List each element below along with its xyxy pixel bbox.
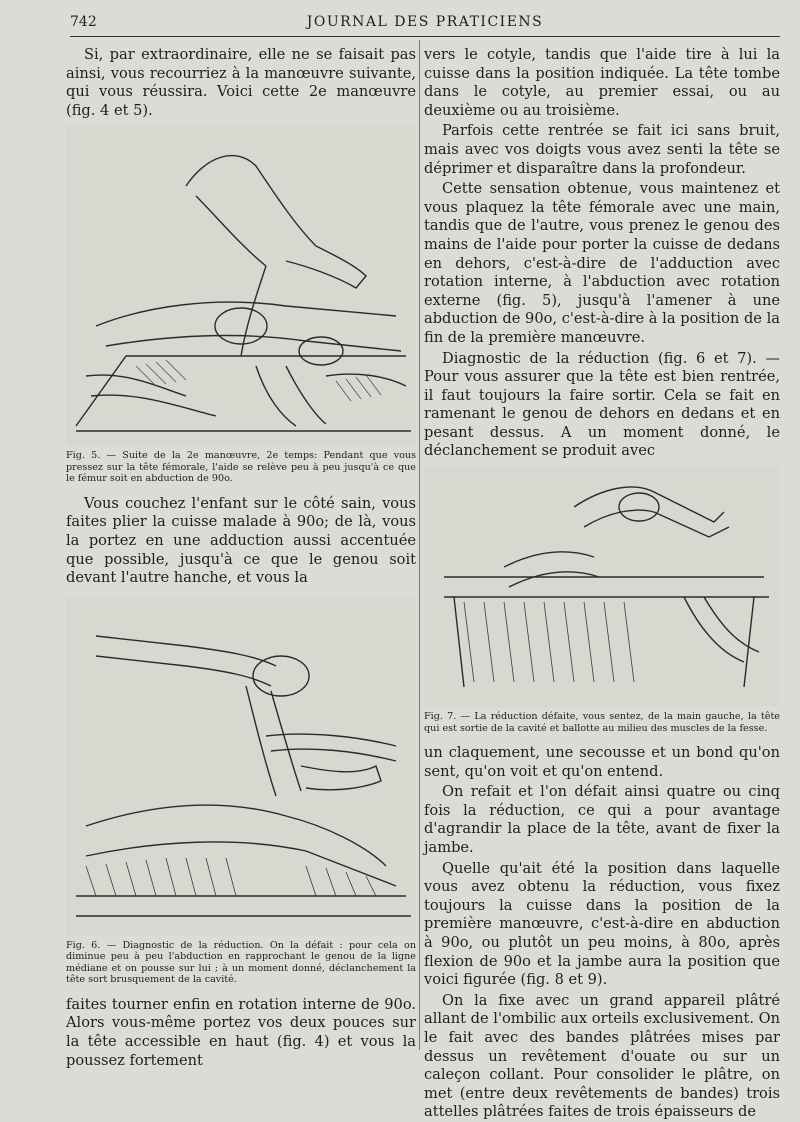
page-number: 742 [70, 14, 97, 30]
paragraph: vers le cotyle, tandis que l'aide tire à lui la cuisse dans la position indiquée. La tête tombe dans le cotyle, au premier essai, ou au deuxième ou au troisième. [424, 46, 780, 119]
paragraph: un claquement, une secousse et un bond qu'on sent, qu'on voit et qu'on entend. [424, 744, 780, 780]
figure-7 [424, 467, 780, 734]
running-header [70, 10, 780, 37]
paragraph: Diagnostic de la réduction (fig. 6 et 7). — Pour vous assurer que la tête est bien rentrée, il faut toujours la faire sortir. Cela se fait en ramenant le genou de dehors en dedans et en pesant dessus. A un moment donné, le déclanchement se produit avec [424, 349, 780, 460]
fig6-illustration [66, 596, 416, 936]
right-column [424, 46, 780, 1122]
figure-caption: Fig. 7. — La réduction défaite, vous sentez, de la main gauche, la tête qui est sortie de la cavité et ballotte au milieu des muscles de la fesse. [424, 711, 780, 734]
paragraph: Parfois cette rentrée se fait ici sans bruit, mais avec vos doigts vous avez senti la tête se déprimer et disparaître dans la profondeur. [424, 122, 780, 177]
paragraph: faites tourner enfin en rotation interne de 90o. Alors vous-même portez vos deux pouces sur la tête accessible en haut (fig. 4) et vous la poussez fortement [66, 995, 416, 1069]
paragraph: Vous couchez l'enfant sur le côté sain, vous faites plier la cuisse malade à 90o; de là, vous la portez en une adduction aussi accentuée que possible, jusqu'à ce que le genou soit devant l'autre hanche, et vous la [66, 494, 416, 587]
paragraph: On la fixe avec un grand appareil plâtré allant de l'ombilic aux orteils exclusivement. On le fait avec des bandes plâtrées mises par dessus un revêtement d'ouate ou sur un caleçon collant. Pour consolider le plâtre, on met (entre deux revêtements de bandes) trois attelles plâtrées faites de trois épaisseurs de [424, 991, 780, 1121]
fig7-illustration [424, 467, 780, 707]
column-divider [419, 40, 420, 1050]
paragraph: Si, par extraordinaire, elle ne se faisait pas ainsi, vous recourriez à la manœuvre suivante, qui vous réussira. Voici cette 2e manœuvre (fig. 4 et 5). [66, 46, 416, 119]
paragraph: On refait et l'on défait ainsi quatre ou cinq fois la réduction, ce qui a pour avantage d'agrandir la place de la tête, avant de fixer la jambe. [424, 783, 780, 857]
paragraph: Quelle qu'ait été la position dans laquelle vous avez obtenu la réduction, vous fixez toujours la cuisse dans la position de la première manœuvre, c'est-à-dire en abduction à 90o, ou plutôt un peu moins, à 80o, après flexion de 90o et la jambe aura la position que voici figurée (fig. 8 et 9). [424, 859, 780, 989]
journal-title: JOURNAL DES PRATICIENS [306, 14, 544, 30]
figure-caption: Fig. 5. — Suite de la 2e manœuvre, 2e temps: Pendant que vous pressez sur la tête fémorale, l'aide se relève peu à peu jusqu'à ce que le fémur soit en abduction de 90o. [66, 450, 416, 485]
left-column [66, 46, 416, 1070]
figure-5 [66, 126, 416, 485]
figure-caption: Fig. 6. — Diagnostic de la réduction. On la défait : pour cela on diminue peu à peu l'abduction en rapprochant le genou de la ligne médiane et on pousse sur lui ; à un moment donné, déclanchement la tête sort brusquement de la cavité. [66, 939, 416, 986]
paragraph: Cette sensation obtenue, vous maintenez et vous plaquez la tête fémorale avec une main, tandis que de l'autre, vous prenez le genou des mains de l'aide pour porter la cuisse de dedans en dehors, c'est-à-dire de l'adduction avec rotation interne, à l'abduction avec rotation externe (fig. 5), jusqu'à l'amener à une abduction de 90o, c'est-à-dire à la position de la fin de la première manœuvre. [424, 180, 780, 346]
fig5-illustration [66, 126, 416, 446]
figure-6 [66, 596, 416, 986]
